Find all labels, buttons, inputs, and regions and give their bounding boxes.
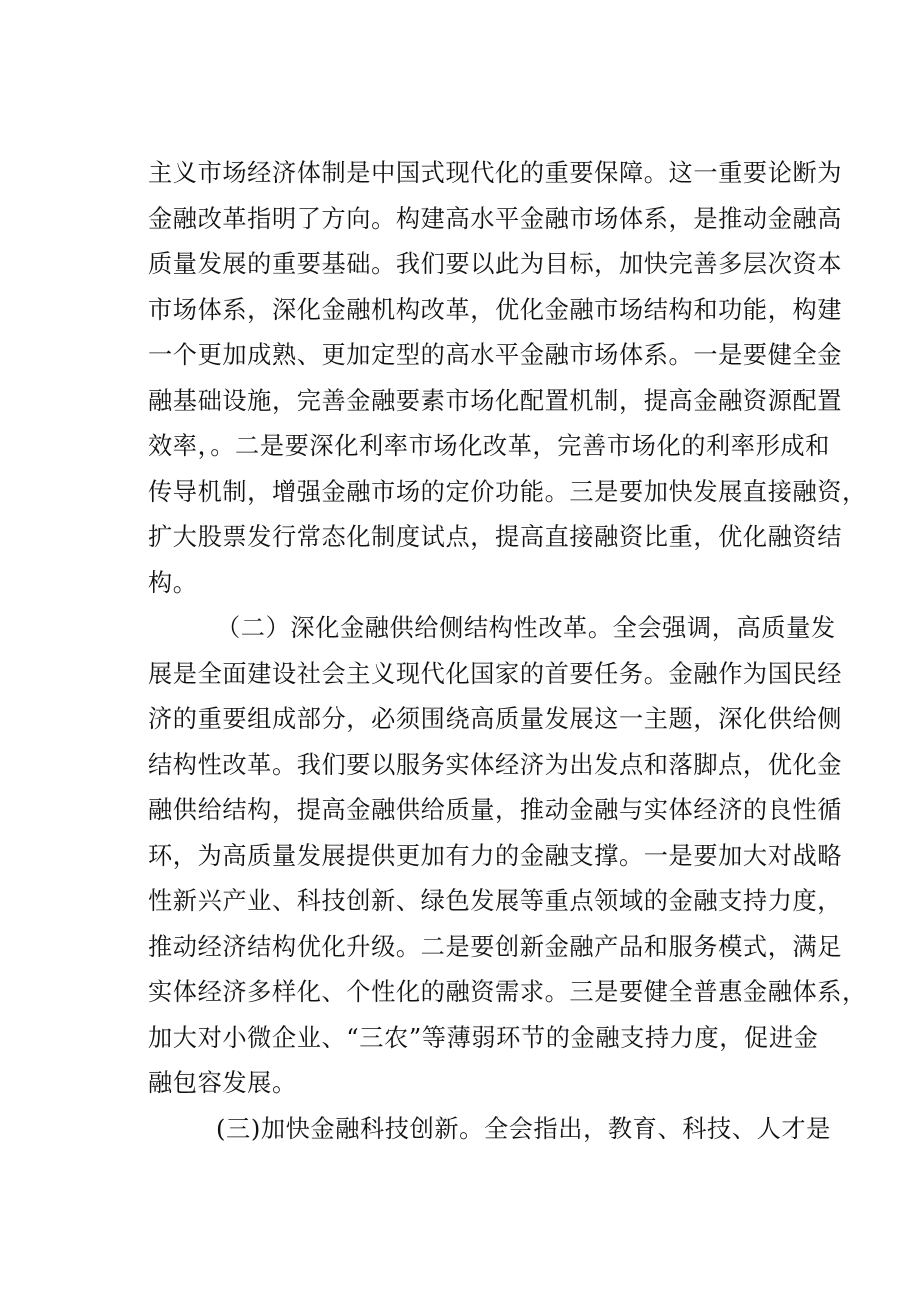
paragraph-1: [148, 151, 867, 606]
text-line: 质量发展的重要基础。我们要以此为目标，加快完善多层次资本: [148, 250, 843, 278]
body-text: [148, 151, 867, 1152]
text-line: 扩大股票发行常态化制度试点，提高直接融资比重，优化融资结: [148, 523, 843, 551]
text-line: 结构性改革。我们要以服务实体经济为出发点和落脚点，优化金: [148, 750, 843, 779]
text-line: 融包容发展。: [148, 1069, 297, 1097]
text-line: 环，为高质量发展提供更加有力的金融支撑。一是要加大对战略: [148, 841, 843, 870]
text-line: 融供给结构，提高金融供给质量，推动金融与实体经济的良性循: [148, 796, 843, 824]
text-line: 效率，。二是要深化利率市场化改革，完善市场化的利率形成和: [148, 432, 830, 460]
section-heading-line: (三)加快金融科技创新。全会指出，教育、科技、人才是: [216, 1114, 831, 1143]
text-line: 加大对小微企业、“三农”等薄弱环节的金融支持力度，促进金: [148, 1023, 819, 1052]
text-line: 主义市场经济体制是中国式现代化的重要保障。这一重要论断为: [148, 159, 843, 187]
text-line: 济的重要组成部分，必须围绕高质量发展这一主题，深化供给侧: [148, 705, 843, 733]
text-line: 性新兴产业、科技创新、绿色发展等重点领域的金融支持力度，: [148, 887, 843, 915]
text-line: 推动经济结构优化升级。二是要创新金融产品和服务模式，满足: [148, 932, 843, 961]
text-line: 市场体系，深化金融机构改革，优化金融市场结构和功能，构建: [148, 295, 843, 324]
paragraph-3: [148, 1107, 831, 1153]
section-heading-line: （二）深化金融供给侧结构性改革。全会强调，高质量发: [216, 614, 836, 642]
text-line: 展是全面建设社会主义现代化国家的首要任务。金融作为国民经: [148, 659, 843, 688]
paragraph-2: [148, 606, 867, 1107]
text-line: 实体经济多样化、个性化的融资需求。三是要健全普惠金融体系，: [148, 978, 867, 1006]
text-line: 传导机制，增强金融市场的定价功能。三是要加快发展直接融资，: [148, 477, 867, 506]
text-line: 一个更加成熟、更加定型的高水平金融市场体系。一是要健全金: [148, 341, 843, 369]
text-line: 金融改革指明了方向。构建高水平金融市场体系，是推动金融高: [148, 204, 843, 233]
text-line: 融基础设施，完善金融要素市场化配置机制，提高金融资源配置: [148, 386, 843, 415]
text-line: 构。: [148, 568, 198, 597]
